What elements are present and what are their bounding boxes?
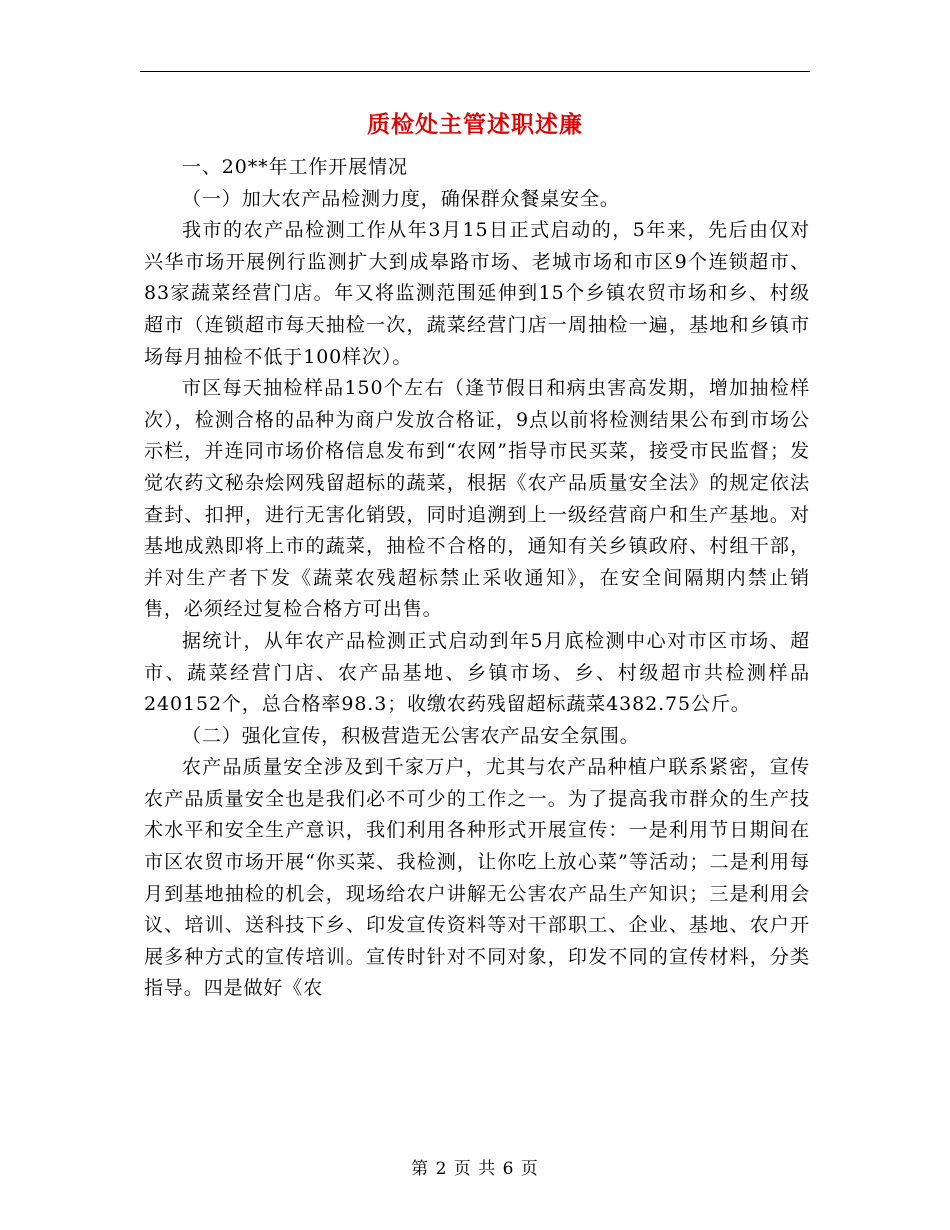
subsection-heading: （一）加大农产品检测力度，确保群众餐桌安全。: [182, 187, 620, 210]
body-paragraph: 据统计，从年农产品检测正式启动到年5月底检测中心对市区市场、超市、蔬菜经营门店、农产品基地、乡镇市场、乡、村级超市共检测样品240152个，总合格率98.3；收缴农药残留超标蔬菜4382.75公斤。: [144, 629, 810, 716]
body-paragraph: 市区每天抽检样品150个左右（逢节假日和病虫害高发期，增加抽检样次），检测合格的品种为商户发放合格证，9点以前将检测结果公布到市场公示栏，并连同市场价格信息发布到“农网”指导市民买菜，接受市民监督；发觉农药文秘杂烩网残留超标的蔬菜，根据《农产品质量安全法》的规定依法查封、扣押，进行无害化销毁，同时追溯到上一级经营商户和生产基地。对基地成熟即将上市的蔬菜，抽检不合格的，通知有关乡镇政府、村组干部，并对生产者下发《蔬菜农残超标禁止采收通知》，在安全间隔期内禁止销售，必须经过复检合格方可出售。: [144, 377, 810, 621]
header-rule: [140, 71, 810, 72]
document-body: [144, 152, 810, 1005]
section-heading: 一、20**年工作开展情况: [182, 156, 408, 178]
body-paragraph: 农产品质量安全涉及到千家万户，尤其与农产品种植户联系紧密，宣传农产品质量安全也是我们必不可少的工作之一。为了提高我市群众的生产技术水平和安全生产意识，我们利用各种形式开展宣传：一是利用节日期间在市区农贸市场开展“你买菜、我检测，让你吃上放心菜”等活动；二是利用每月到基地抽检的机会，现场给农户讲解无公害农产品生产知识；三是利用会议、培训、送科技下乡、印发宣传资料等对干部职工、企业、基地、农户开展多种方式的宣传培训。宣传时针对不同对象，印发不同的宣传材料，分类指导。四是做好《农: [144, 756, 810, 1000]
document-title: 质检处主管述职述廉: [367, 111, 583, 138]
body-paragraph: 我市的农产品检测工作从年3月15日正式启动的，5年来，先后由仅对兴华市场开展例行监测扩大到成皋路市场、老城市场和市区9个连锁超市、83家蔬菜经营门店。年又将监测范围延伸到15个乡镇农贸市场和乡、村级超市（连锁超市每天抽检一次，蔬菜经营门店一周抽检一遍，基地和乡镇市场每月抽检不低于100样次）。: [144, 219, 810, 368]
subsection-heading: （二）强化宣传，积极营造无公害农产品安全氛围。: [182, 724, 640, 747]
page-number: 第 2 页 共 6 页: [411, 1159, 539, 1179]
